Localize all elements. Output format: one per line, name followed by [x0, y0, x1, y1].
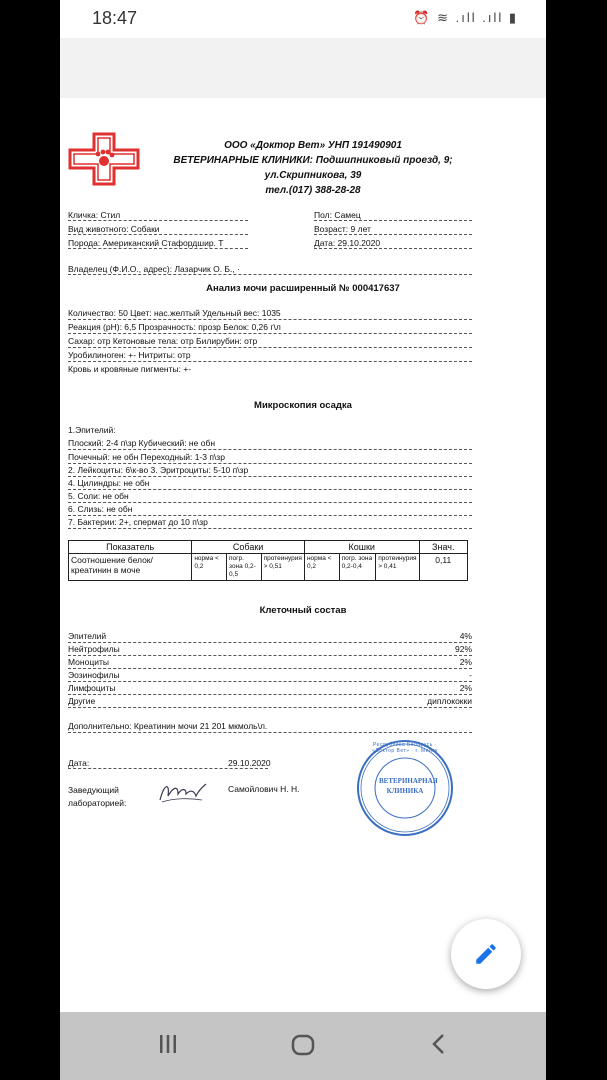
footer-date-row [68, 758, 271, 769]
edit-button[interactable] [451, 919, 521, 989]
microscopy-row-6: 6. Слизь: не обн [68, 503, 472, 516]
microscopy-row-4: 4. Цилиндры: не обн [68, 477, 472, 490]
cell-value: - [469, 670, 472, 680]
patient-species: Вид животного: Собаки [68, 224, 248, 235]
microscopy-row-3: 2. Лейкоциты: 6\к-во 3. Эритроциты: 5-10 п\зр [68, 464, 472, 477]
footer-date-label: Дата: [68, 758, 90, 768]
cell-name: Эпителий [68, 631, 107, 641]
stamp-text: ВЕТЕРИНАРНАЯ КЛИНИКА [379, 777, 438, 795]
analysis-title: Анализ мочи расширенный № 000417637 [206, 283, 400, 294]
back-icon [428, 1032, 450, 1056]
cell-name: Другие [68, 696, 96, 706]
list-item [68, 695, 472, 708]
microscopy-row-2: Почечный: не обн Переходный: 1-3 п\зр [68, 451, 472, 464]
dogs-borderline: погр. зона 0,2-0,5 [227, 554, 262, 581]
cell-name: Эозинофилы [68, 670, 120, 680]
recents-icon [156, 1032, 180, 1056]
dogs-norm: норма < 0,2 [192, 554, 227, 581]
cell-value: 4% [459, 631, 472, 641]
table-row [69, 554, 468, 581]
back-button[interactable] [428, 1032, 450, 1063]
owner-info: Владелец (Ф.И.О., адрес): Лазарчик О. Б., · [68, 264, 472, 275]
cell-name: Нейтрофилы [68, 644, 120, 654]
viewer-toolbar [60, 38, 546, 98]
head-label-line-1: Заведующий [68, 785, 119, 795]
cats-norm: норма < 0,2 [304, 554, 339, 581]
home-button[interactable] [290, 1032, 316, 1065]
cell-name: Лимфоциты [68, 683, 116, 693]
header-line-2: ВЕТЕРИНАРНЫЕ КЛИНИКИ: Подшипниковый проезд, 9; [173, 155, 453, 166]
header-line-3: ул.Скрипникова, 39 [264, 170, 362, 181]
head-label-line-2: лабораторией: [68, 798, 127, 808]
list-item [68, 669, 472, 682]
header-value: Знач. [419, 541, 468, 554]
clinic-logo-icon [68, 132, 140, 186]
cell-value: 2% [459, 657, 472, 667]
analysis-row-3: Сахар: отр Кетоновые тела: отр Билирубин: отр [68, 335, 472, 348]
stamp-ring-text: Республика Беларусь · «Доктор Вет» · г. Минск [372, 742, 438, 754]
cell-value: диплококки [427, 696, 472, 706]
cells-title: Клеточный состав [259, 605, 347, 616]
indicator-name: Соотношение белок/креатинин в моче [69, 554, 192, 581]
system-nav-bar [60, 1012, 546, 1080]
clinic-stamp [355, 738, 455, 838]
cats-borderline: погр. зона 0,2-0,4 [339, 554, 376, 581]
cats-proteinuria: протеинурия > 0,41 [376, 554, 419, 581]
document-page [60, 98, 546, 1012]
head-label [68, 784, 126, 810]
footer-date-value: 29.10.2020 [228, 758, 271, 768]
cell-value: 92% [454, 644, 472, 654]
microscopy-title: Микроскопия осадка [254, 400, 352, 411]
list-item [68, 656, 472, 669]
analysis-date: Дата: 29.10.2020 [314, 238, 472, 249]
patient-name: Кличка: Стил [68, 210, 248, 221]
patient-breed: Порода: Американский Стафордшир. Т [68, 238, 248, 249]
status-bar [60, 0, 546, 38]
home-icon [290, 1032, 316, 1058]
cell-value: 2% [459, 683, 472, 693]
analysis-row-2: Реакция (pH): 6,5 Прозрачность: прозр Белок: 0,26 г\л [68, 321, 472, 334]
header-line-4: тел.(017) 388-28-28 [265, 185, 361, 196]
status-icons: ⏰ ≋ .ıll .ıll ▮ [413, 10, 518, 25]
phone-screen [60, 0, 546, 1080]
analysis-row-4: Уробилиноген: +- Нитриты: отр [68, 349, 472, 362]
analysis-row-1: Количество: 50 Цвет: нас.желтый Удельный вес: 1035 [68, 307, 472, 320]
clock: 18:47 [92, 8, 138, 28]
head-name: Самойлович Н. Н. [228, 784, 300, 794]
clinic-header [148, 138, 478, 198]
pencil-icon [473, 941, 499, 967]
analysis-row-5: Кровь и кровяные пигменты: +- [68, 364, 192, 374]
dogs-proteinuria: протеинурия > 0,51 [261, 554, 304, 581]
list-item [68, 630, 472, 643]
patient-sex: Пол: Самец [314, 210, 472, 221]
cell-name: Моноциты [68, 657, 109, 667]
header-line-1: ООО «Доктор Вет» УНП 191490901 [224, 140, 402, 151]
header-dogs: Собаки [192, 541, 305, 554]
microscopy-row-0: 1.Эпителий: [68, 425, 116, 435]
header-cats: Кошки [304, 541, 419, 554]
patient-age: Возраст: 9 лет [314, 224, 472, 235]
additional-note: Дополнительно: Креатинин мочи 21 201 мкмоль\л. [68, 720, 472, 733]
ratio-value: 0,11 [419, 554, 468, 581]
list-item [68, 643, 472, 656]
header-indicator: Показатель [69, 541, 192, 554]
microscopy-row-7: 7. Бактерии: 2+, спермат до 10 п\зр [68, 516, 472, 529]
recent-apps-button[interactable] [156, 1032, 180, 1063]
signature-icon [156, 778, 208, 808]
ratio-table [68, 540, 468, 581]
microscopy-row-1: Плоский: 2-4 п\зр Кубический: не обн [68, 437, 472, 450]
list-item [68, 682, 472, 695]
table-header-row [69, 541, 468, 554]
microscopy-row-5: 5. Соли: не обн [68, 490, 472, 503]
